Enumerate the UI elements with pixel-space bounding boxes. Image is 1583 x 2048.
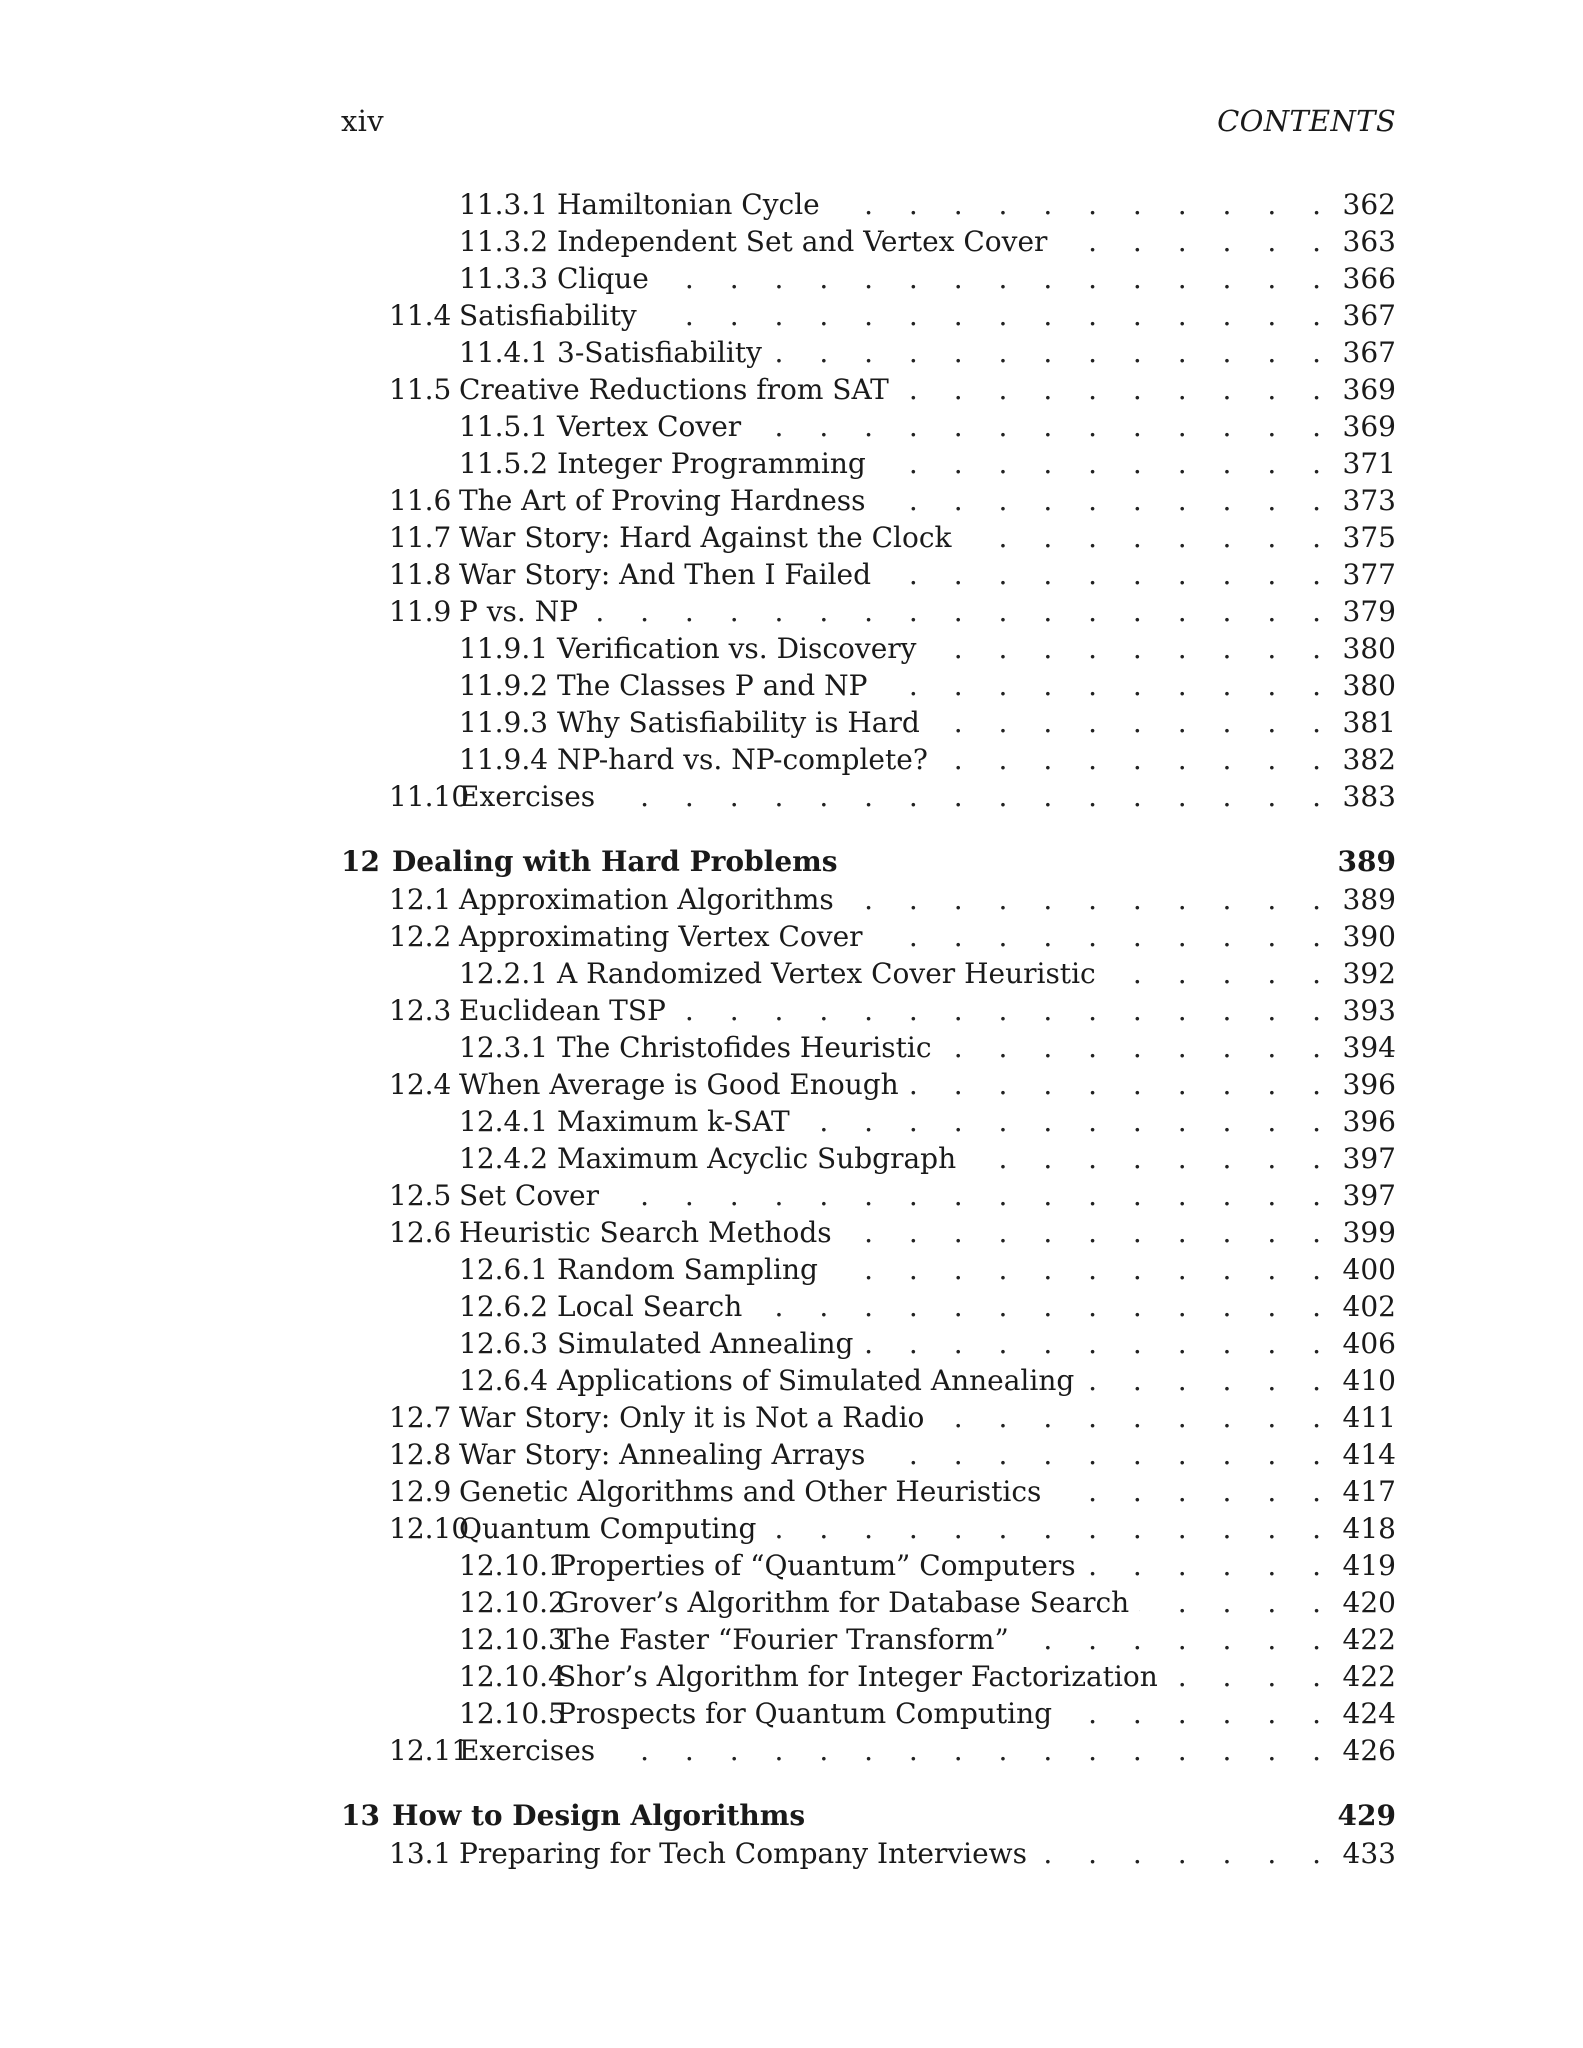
toc-subsection-entry[interactable]	[341, 669, 1396, 706]
entry-number: 12.6.1	[459, 1253, 549, 1286]
toc-section-entry[interactable]	[341, 1837, 1396, 1874]
entry-number: 12.10.2	[459, 1586, 566, 1619]
entry-number: 12.10.3	[459, 1623, 566, 1656]
entry-title: Maximum k-SAT	[557, 1105, 790, 1138]
entry-number: 12.6.2	[459, 1290, 549, 1323]
entry-title: War Story: And Then I Failed	[459, 558, 872, 591]
entry-number: 11.9	[389, 595, 452, 628]
toc-subsection-entry[interactable]	[341, 1586, 1396, 1623]
dot-leader	[659, 262, 1335, 295]
toc-section-entry[interactable]	[341, 994, 1396, 1031]
entry-number: 12.11	[389, 1734, 470, 1767]
entry-title: How to Design Algorithms	[391, 1799, 806, 1832]
entry-title: Integer Programming	[557, 447, 866, 480]
entry-number: 11.9.4	[459, 743, 549, 776]
entry-page-number: 420	[1342, 1586, 1396, 1619]
entry-page-number: 410	[1342, 1364, 1396, 1397]
entry-page-number: 414	[1342, 1438, 1396, 1471]
entry-number: 11.5.1	[459, 410, 549, 443]
toc-subsection-entry[interactable]	[341, 225, 1396, 262]
toc-section-entry[interactable]	[341, 1475, 1396, 1512]
entry-page-number: 392	[1342, 957, 1396, 990]
entry-number: 12.2	[389, 920, 452, 953]
entry-page-number: 419	[1342, 1549, 1396, 1582]
entry-number: 12.8	[389, 1438, 452, 1471]
entry-page-number: 399	[1342, 1216, 1396, 1249]
toc-subsection-entry[interactable]	[341, 1623, 1396, 1660]
entry-title: War Story: Only it is Not a Radio	[459, 1401, 925, 1434]
entry-title: Local Search	[557, 1290, 743, 1323]
table-of-contents	[341, 188, 1396, 1874]
entry-page-number: 375	[1342, 521, 1396, 554]
toc-subsection-entry[interactable]	[341, 188, 1396, 225]
entry-title: Random Sampling	[557, 1253, 818, 1286]
entry-title: Quantum Computing	[459, 1512, 757, 1545]
entry-title: Exercises	[459, 1734, 596, 1767]
entry-page-number: 397	[1342, 1142, 1396, 1175]
entry-number: 12.4.2	[459, 1142, 549, 1175]
entry-number: 12.6.4	[459, 1364, 549, 1397]
entry-page-number: 411	[1342, 1401, 1396, 1434]
entry-number: 11.7	[389, 521, 452, 554]
entry-title: War Story: Hard Against the Clock	[459, 521, 952, 554]
entry-page-number: 394	[1342, 1031, 1396, 1064]
entry-number: 12.6	[389, 1216, 452, 1249]
toc-subsection-entry[interactable]	[341, 1697, 1396, 1734]
dot-leader	[1051, 1475, 1334, 1508]
toc-section-entry[interactable]	[341, 1179, 1396, 1216]
entry-page-number: 381	[1342, 706, 1396, 739]
toc-section-entry[interactable]	[341, 558, 1396, 595]
entry-title: Genetic Algorithms and Other Heuristics	[459, 1475, 1042, 1508]
entry-page-number: 383	[1342, 780, 1396, 813]
entry-page-number: 402	[1342, 1290, 1396, 1323]
dot-leader	[676, 994, 1335, 1027]
entry-page-number: 363	[1342, 225, 1396, 258]
entry-number: 11.9.3	[459, 706, 549, 739]
entry-number: 12.10.4	[459, 1660, 566, 1693]
entry-page-number: 380	[1342, 632, 1396, 665]
entry-title: The Classes P and NP	[557, 669, 868, 702]
dot-leader	[934, 1401, 1334, 1434]
entry-page-number: 389	[1337, 845, 1396, 878]
toc-subsection-entry[interactable]	[341, 410, 1396, 447]
toc-section-entry[interactable]	[341, 595, 1396, 632]
toc-section-entry[interactable]	[341, 521, 1396, 558]
dot-leader	[605, 780, 1334, 813]
entry-number: 11.6	[389, 484, 452, 517]
toc-section-entry[interactable]	[341, 920, 1396, 957]
entry-page-number: 424	[1342, 1697, 1396, 1730]
toc-chapter-entry[interactable]	[341, 1799, 1396, 1837]
dot-leader	[1057, 225, 1334, 258]
toc-section-entry[interactable]	[341, 883, 1396, 920]
entry-number: 12.9	[389, 1475, 452, 1508]
running-title: CONTENTS	[1217, 104, 1396, 138]
toc-chapter-entry[interactable]	[341, 845, 1396, 883]
toc-section-entry[interactable]	[341, 299, 1396, 336]
entry-number: 11.4	[389, 299, 452, 332]
entry-title: Heuristic Search Methods	[459, 1216, 832, 1249]
entry-title: Applications of Simulated Annealing	[557, 1364, 1075, 1397]
dot-leader	[766, 1512, 1334, 1545]
toc-subsection-entry[interactable]	[341, 336, 1396, 373]
toc-subsection-entry[interactable]	[341, 1290, 1396, 1327]
entry-number: 12.3	[389, 994, 452, 1027]
toc-section-entry[interactable]	[341, 1734, 1396, 1771]
entry-page-number: 367	[1342, 299, 1396, 332]
toc-section-entry[interactable]	[341, 1438, 1396, 1475]
toc-section-entry[interactable]	[341, 373, 1396, 410]
entry-number: 11.8	[389, 558, 452, 591]
toc-subsection-entry[interactable]	[341, 706, 1396, 743]
dot-leader	[844, 883, 1335, 916]
toc-subsection-entry[interactable]	[341, 1549, 1396, 1586]
entry-number: 12.10	[389, 1512, 470, 1545]
entry-page-number: 369	[1342, 410, 1396, 443]
entry-title: Satisfiability	[459, 299, 637, 332]
dot-leader	[876, 447, 1335, 480]
dot-leader	[927, 632, 1335, 665]
entry-title: NP-hard vs. NP-complete?	[557, 743, 928, 776]
toc-subsection-entry[interactable]	[341, 1327, 1396, 1364]
entry-number: 12.1	[389, 883, 452, 916]
entry-page-number: 389	[1342, 883, 1396, 916]
dot-leader	[1139, 1586, 1334, 1619]
toc-section-entry[interactable]	[341, 780, 1396, 817]
toc-subsection-entry[interactable]	[341, 743, 1396, 780]
entry-page-number: 422	[1342, 1660, 1396, 1693]
entry-number: 13	[341, 1799, 380, 1832]
dot-leader	[942, 1031, 1335, 1064]
entry-title: A Randomized Vertex Cover Heuristic	[557, 957, 1096, 990]
dot-leader	[605, 1734, 1334, 1767]
dot-leader	[876, 484, 1335, 517]
toc-section-entry[interactable]	[341, 484, 1396, 521]
entry-page-number: 393	[1342, 994, 1396, 1027]
entry-page-number: 382	[1342, 743, 1396, 776]
entry-number: 11.9.1	[459, 632, 549, 665]
dot-leader	[772, 336, 1335, 369]
entry-title: Set Cover	[459, 1179, 599, 1212]
entry-title: When Average is Good Enough	[459, 1068, 899, 1101]
entry-page-number: 371	[1342, 447, 1396, 480]
entry-number: 12.5	[389, 1179, 452, 1212]
dot-leader	[609, 1179, 1335, 1212]
toc-subsection-entry[interactable]	[341, 1105, 1396, 1142]
toc-section-entry[interactable]	[341, 1216, 1396, 1253]
entry-title: Independent Set and Vertex Cover	[557, 225, 1048, 258]
entry-page-number: 422	[1342, 1623, 1396, 1656]
dot-leader	[899, 373, 1335, 406]
entry-page-number: 369	[1342, 373, 1396, 406]
entry-page-number: 366	[1342, 262, 1396, 295]
entry-number: 12.2.1	[459, 957, 549, 990]
entry-page-number: 397	[1342, 1179, 1396, 1212]
dot-leader	[828, 1253, 1335, 1286]
entry-title: Creative Reductions from SAT	[459, 373, 889, 406]
page-number: xiv	[341, 104, 384, 138]
entry-page-number: 367	[1342, 336, 1396, 369]
entry-title: Prospects for Quantum Computing	[557, 1697, 1053, 1730]
entry-title: Approximation Algorithms	[459, 883, 834, 916]
entry-title: Why Satisfiability is Hard	[557, 706, 920, 739]
entry-title: Preparing for Tech Company Interviews	[459, 1837, 1027, 1870]
entry-number: 12.4.1	[459, 1105, 549, 1138]
dot-leader	[1086, 1549, 1335, 1582]
entry-number: 12.3.1	[459, 1031, 549, 1064]
entry-page-number: 417	[1342, 1475, 1396, 1508]
entry-title: 3-Satisfiability	[557, 336, 762, 369]
entry-number: 12.4	[389, 1068, 452, 1101]
dot-leader	[863, 1327, 1334, 1360]
entry-title: Dealing with Hard Problems	[391, 845, 838, 878]
entry-page-number: 426	[1342, 1734, 1396, 1767]
entry-page-number: 429	[1337, 1799, 1396, 1832]
entry-number: 11.3.1	[459, 188, 549, 221]
dot-leader	[751, 410, 1334, 443]
entry-page-number: 362	[1342, 188, 1396, 221]
entry-title: Properties of “Quantum” Computers	[557, 1549, 1076, 1582]
dot-leader	[1037, 1837, 1335, 1870]
entry-number: 11.10	[389, 780, 470, 813]
entry-title: The Christofides Heuristic	[557, 1031, 932, 1064]
dot-leader	[1019, 1623, 1335, 1656]
entry-title: Simulated Annealing	[557, 1327, 854, 1360]
entry-page-number: 373	[1342, 484, 1396, 517]
dot-leader	[1168, 1660, 1335, 1693]
entry-page-number: 396	[1342, 1105, 1396, 1138]
dot-leader	[966, 1142, 1334, 1175]
entry-title: Euclidean TSP	[459, 994, 666, 1027]
dot-leader	[1062, 1697, 1334, 1730]
entry-page-number: 379	[1342, 595, 1396, 628]
entry-number: 11.3.3	[459, 262, 549, 295]
toc-subsection-entry[interactable]	[341, 447, 1396, 484]
toc-section-entry[interactable]	[341, 1401, 1396, 1438]
entry-title: Clique	[557, 262, 649, 295]
entry-title: The Faster “Fourier Transform”	[557, 1623, 1009, 1656]
entry-page-number: 433	[1342, 1837, 1396, 1870]
dot-leader	[938, 743, 1335, 776]
entry-title: The Art of Proving Hardness	[459, 484, 866, 517]
entry-title: Grover’s Algorithm for Database Search	[557, 1586, 1130, 1619]
entry-number: 11.4.1	[459, 336, 549, 369]
entry-title: Verification vs. Discovery	[557, 632, 917, 665]
dot-leader	[1084, 1364, 1334, 1397]
entry-number: 13.1	[389, 1837, 452, 1870]
running-head	[341, 98, 1396, 146]
document-page	[341, 98, 1396, 1874]
dot-leader	[961, 521, 1334, 554]
entry-title: P vs. NP	[459, 595, 579, 628]
entry-title: Exercises	[459, 780, 596, 813]
entry-number: 12.10.1	[459, 1549, 566, 1582]
entry-number: 12	[341, 845, 380, 878]
entry-title: Maximum Acyclic Subgraph	[557, 1142, 957, 1175]
dot-leader	[877, 669, 1334, 702]
toc-section-entry[interactable]	[341, 1512, 1396, 1549]
toc-subsection-entry[interactable]	[341, 262, 1396, 299]
entry-number: 12.7	[389, 1401, 452, 1434]
entry-page-number: 396	[1342, 1068, 1396, 1101]
entry-title: Hamiltonian Cycle	[557, 188, 820, 221]
entry-title: Approximating Vertex Cover	[459, 920, 863, 953]
dot-leader	[875, 1438, 1334, 1471]
toc-subsection-entry[interactable]	[341, 1142, 1396, 1179]
entry-number: 11.3.2	[459, 225, 549, 258]
entry-page-number: 418	[1342, 1512, 1396, 1545]
dot-leader	[647, 299, 1335, 332]
toc-subsection-entry[interactable]	[341, 957, 1396, 994]
toc-subsection-entry[interactable]	[341, 1253, 1396, 1290]
dot-leader	[752, 1290, 1334, 1323]
toc-subsection-entry[interactable]	[341, 632, 1396, 669]
entry-title: Shor’s Algorithm for Integer Factorization	[557, 1660, 1158, 1693]
entry-number: 12.6.3	[459, 1327, 549, 1360]
entry-number: 11.5.2	[459, 447, 549, 480]
toc-subsection-entry[interactable]	[341, 1031, 1396, 1068]
dot-leader	[830, 188, 1335, 221]
dot-leader	[588, 595, 1334, 628]
dot-leader	[842, 1216, 1335, 1249]
entry-page-number: 406	[1342, 1327, 1396, 1360]
toc-subsection-entry[interactable]	[341, 1660, 1396, 1697]
entry-page-number: 400	[1342, 1253, 1396, 1286]
dot-leader	[881, 558, 1335, 591]
entry-number: 11.9.2	[459, 669, 549, 702]
toc-subsection-entry[interactable]	[341, 1364, 1396, 1401]
entry-page-number: 390	[1342, 920, 1396, 953]
entry-number: 11.5	[389, 373, 452, 406]
dot-leader	[930, 706, 1335, 739]
dot-leader	[800, 1105, 1335, 1138]
dot-leader	[909, 1068, 1335, 1101]
entry-number: 12.10.5	[459, 1697, 566, 1730]
entry-title: Vertex Cover	[557, 410, 742, 443]
entry-title: War Story: Annealing Arrays	[459, 1438, 866, 1471]
entry-page-number: 380	[1342, 669, 1396, 702]
dot-leader	[873, 920, 1335, 953]
entry-page-number: 377	[1342, 558, 1396, 591]
dot-leader	[1106, 957, 1335, 990]
toc-section-entry[interactable]	[341, 1068, 1396, 1105]
